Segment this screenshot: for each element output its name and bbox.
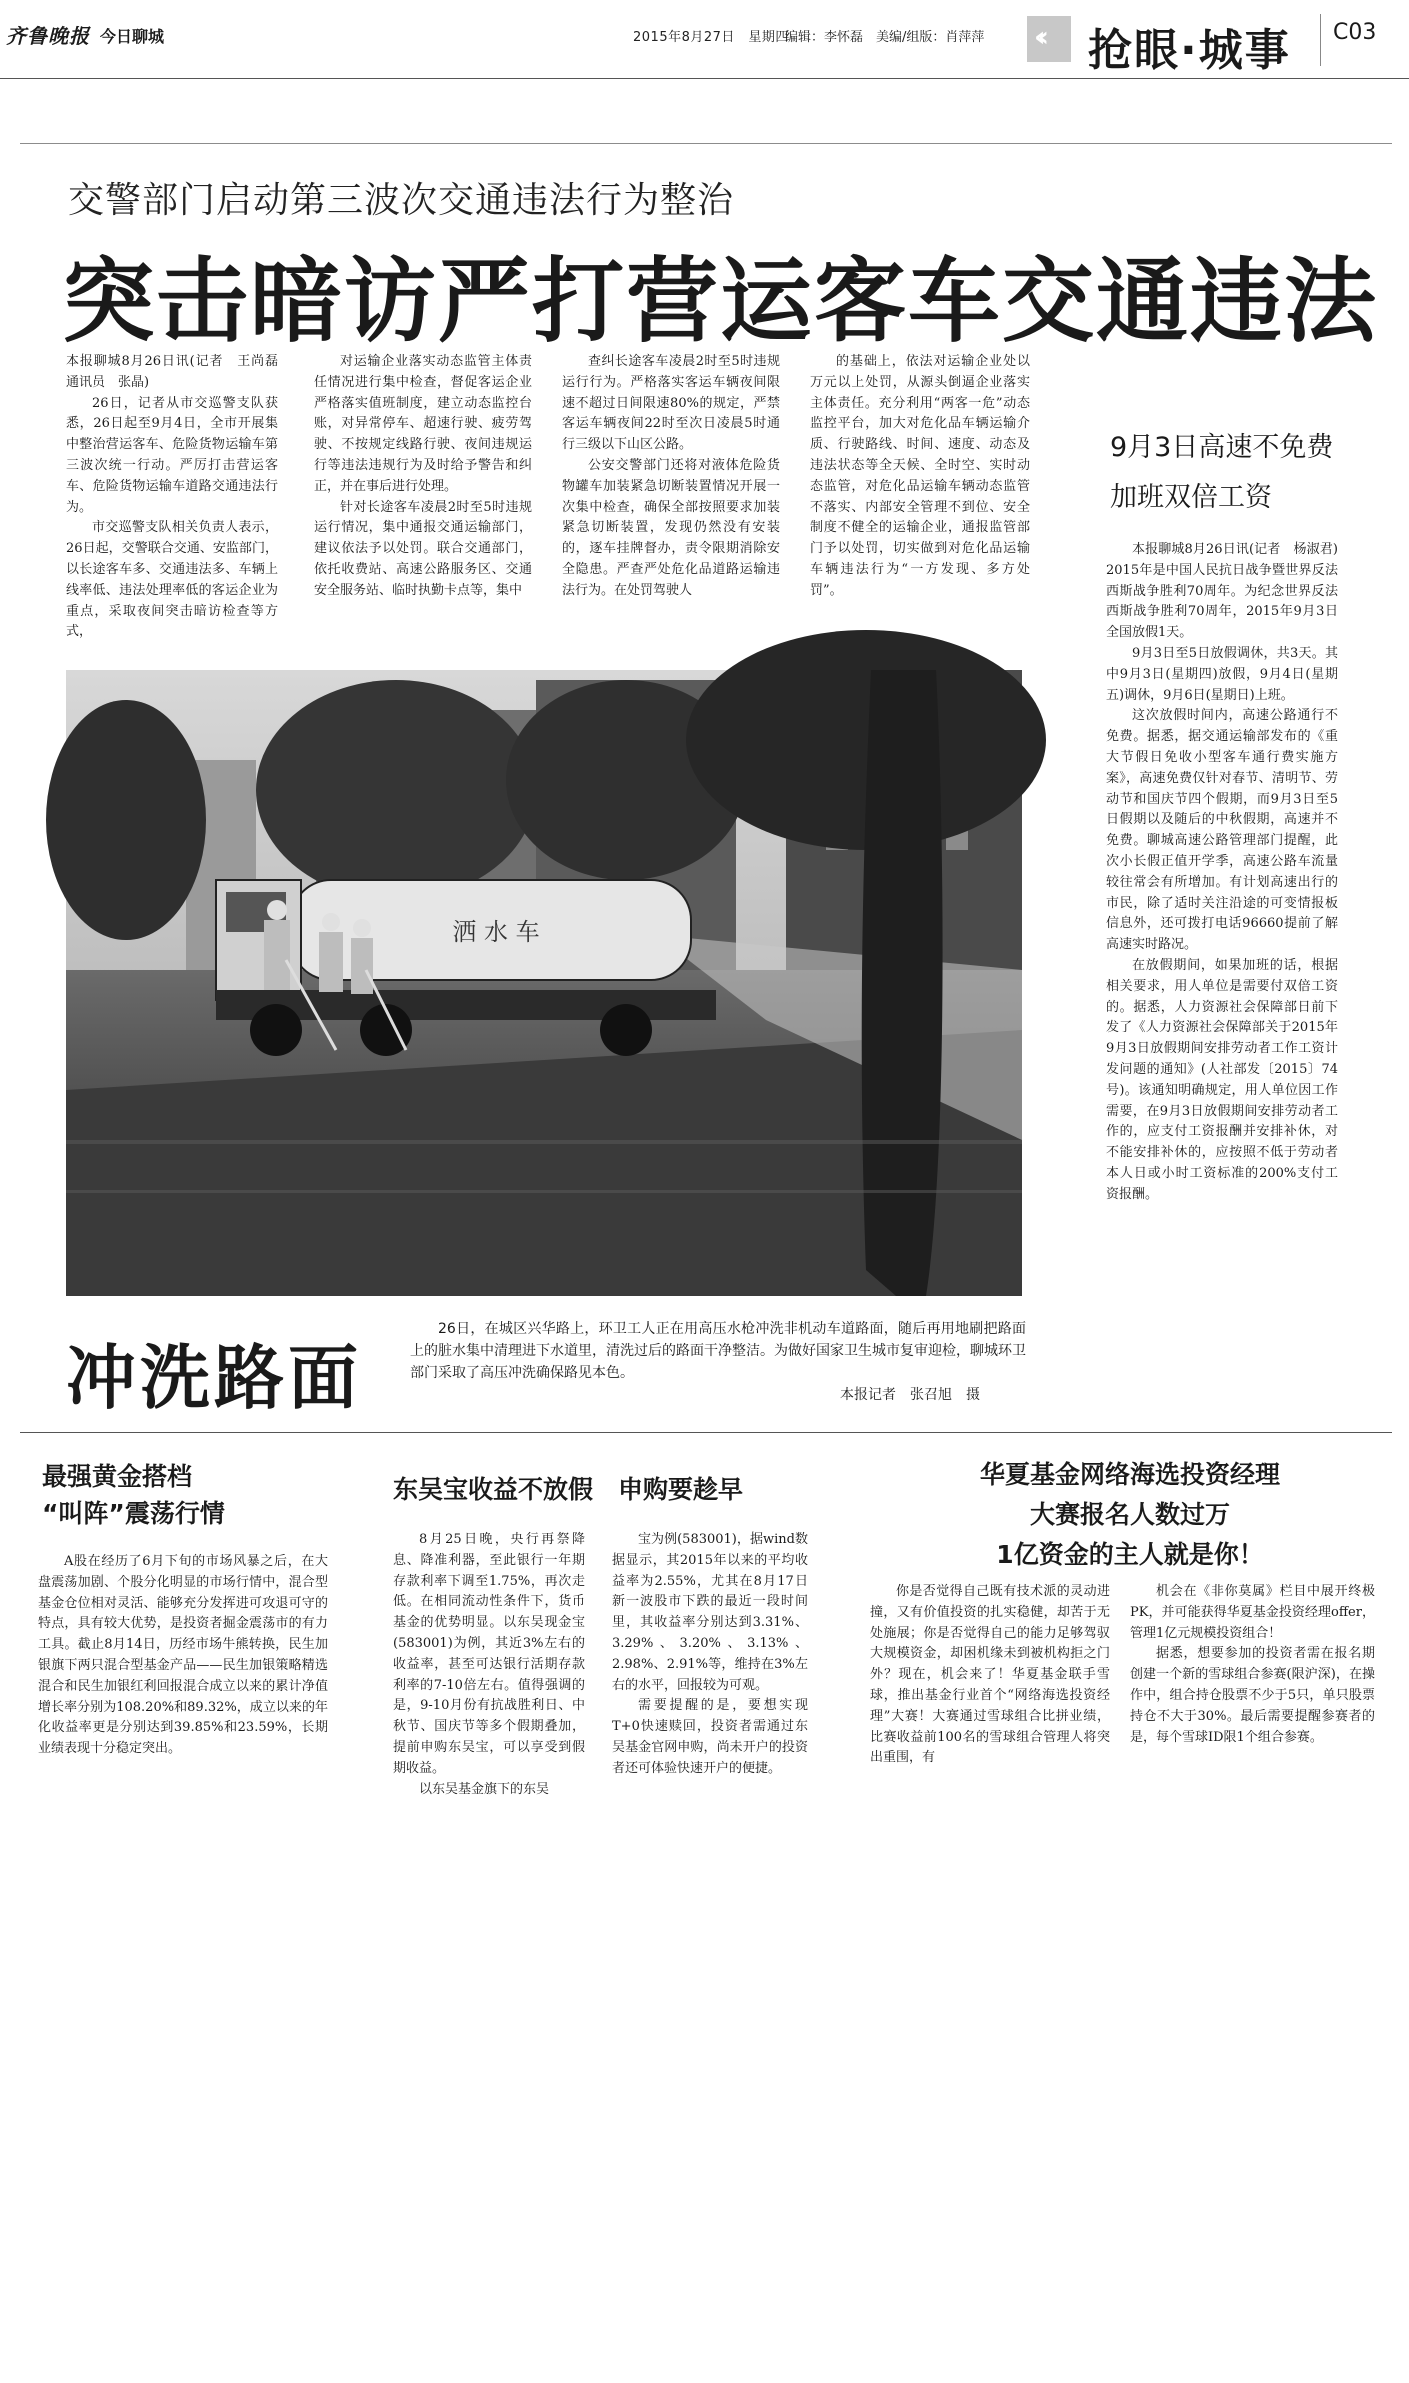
side-paragraph: 本报聊城8月26日讯(记者 杨淑君) 2015年是中国人民抗日战争暨世界反法西斯战争胜利70周年。为纪念世界反法西斯战争胜利70周年，2015年9月3日全国放假1天。 [1106, 542, 1352, 641]
lead-paragraph: 公安交警部门还将对液体危险货物罐车加装紧急切断装置情况开展一次集中检查，确保全部按照要求加装紧急切断装置，发现仍然没有安装的，逐车挂牌督办，责令限期消除安全隐患。严查严处危化品道路运输违法行为。在处罚驾驶人 [562, 457, 780, 598]
lead-paragraph: 对运输企业落实动态监管主体责任情况进行集中检查，督促客运企业严格落实值班制度，建立动态监控台账，对异常停车、超速行驶、疲劳驾驶、不按规定线路行驶、夜间违规运行等违法违规行为及时给予警告和纠正，并在事后进行处理。 [314, 354, 532, 494]
side-article-body [1106, 540, 1352, 1370]
issue-date: 2015年8月27日 星期四 [633, 30, 789, 45]
lead-kicker: 交警部门启动第三波次交通违法行为整治 [68, 180, 735, 221]
bottom-paragraph: A股在经历了6月下旬的市场风暴之后，在大盘震荡加剧、个股分化明显的市场行情中，混合型基金仓位相对灵活、能够充分发挥进可攻退可守的特点，具有较大优势，是投资者掘金震荡市的有力工具。截止8月14日，历经市场牛熊转换，民生加银旗下两只混合型基金产品——民生加银策略精选混合和民生加银红利回报混合成立以来的累计净值增长率分别为108.20%和89.32%，成立以来的年化收益率更是分别达到39.85%和23.59%，长期业绩表现十分稳定突出。 [38, 1554, 328, 1757]
side-paragraph: 在放假期间，如果加班的话，根据相关要求，用人单位是需要付双倍工资的。据悉，人力资源社会保障部日前下发了《人力资源社会保障部关于2015年9月3日放假期间安排劳动者工作工资计发问题的通知》(人社部发〔2015〕74号)。该通知明确规定，用人单位因工作需要，在9月3日放假期间安排劳动者工作的，应支付工资报酬并安排补休，对不能安排补休的，应按照不低于劳动者本人日或小时工资标准的200%支付工资报酬。 [1106, 957, 1338, 1202]
side-paragraph: 9月3日至5日放假调休，共3天。其中9月3日(星期四)放假，9月4日(星期五)调休，9月6日(星期日)上班。 [1106, 645, 1338, 703]
photo-caption [410, 1318, 1026, 1384]
lead-paragraph: 查纠长途客车凌晨2时至5时违规运行行为。严格落实客运车辆夜间限速不超过日间限速80%的规定，严禁客运车辆夜间22时至次日凌晨5时通行三级以下山区公路。 [562, 354, 780, 453]
bottom-paragraph: 你是否觉得自己既有技术派的灵动进撞，又有价值投资的扎实稳健，却苦于无处施展；你是否觉得自己的能力足够驾驭大规模资金，却困机缘未到被机构拒之门外？现在，机会来了！华夏基金联手雪球，推出基金行业首个“网络海选投资经理”大赛！大赛通过雪球组合比拼业绩，比赛收益前100名的雪球组合管理人将突出重围，有 [870, 1584, 1110, 1766]
bottom-paragraph: 据悉，想要参加的投资者需在报名期创建一个新的雪球组合参赛(限沪深)，在操作中，组合持仓股票不少于5只，单只股票持仓不大于30%。最后需要提醒参赛者的是，每个雪球ID限1个组合参赛。 [1130, 1646, 1375, 1745]
bottom-paragraph: 需要提醒的是，要想实现T+0快速赎回，投资者需通过东吴基金官网申购，尚未开户的投资者还可体验快速开户的便捷。 [612, 1698, 808, 1776]
photo-illustration [66, 670, 1022, 1296]
lead-column-3 [562, 352, 780, 652]
bottom-paragraph: 宝为例(583001)，据wind数据显示，其2015年以来的平均收益率为2.55%，尤其在8月17日新一波股市下跌的最近一段时间里，其收益率分别达到3.31%、3.29%、3.20%、3.13%、2.98%、2.91%等，维持在3%左右的水平，回报较为可观。 [612, 1532, 808, 1693]
bottom-paragraph: 机会在《非你莫属》栏目中展开终极PK，并可能获得华夏基金投资经理offer，管理1亿元规模投资组合！ [1130, 1584, 1375, 1641]
lead-column-4 [810, 352, 1030, 652]
photo-credit: 本报记者 张召旭 摄 [840, 1387, 980, 1403]
bottom-article-2-column-1 [393, 1530, 585, 1820]
page-title: 抢眼·城事 [1088, 25, 1291, 76]
side-paragraph: 这次放假时间内，高速公路通行不免费。据悉，据交通运输部发布的《重大节假日免收小型客车通行费实施方案》，高速免费仅针对春节、清明节、劳动节和国庆节四个假期，而9月3日至5日假期以及随后的中秋假期，高速并不免费。聊城高速公路管理部门提醒，此次小长假正值开学季，高速公路车流量较往常会有所增加。有计划高速出行的市民，除了适时关注沿途的可变情报板信息外，还可拨打电话96660提前了解高速实时路况。 [1106, 708, 1338, 953]
page-number: C03 [1333, 20, 1377, 45]
side-headline-2: 加班双倍工资 [1110, 482, 1272, 513]
header-rule [0, 78, 1409, 79]
bottom-article-3-title [870, 1455, 1390, 1575]
page-number-box [1320, 14, 1388, 66]
chevron-left-icon: ‹‹ [1027, 16, 1071, 62]
side-headline-1: 9月3日高速不免费 [1110, 432, 1334, 463]
bottom-paragraph: 以东吴基金旗下的东吴 [419, 1781, 550, 1797]
bottom-article-3-title-3: 1亿资金的主人就是你！ [996, 1540, 1264, 1569]
photo-story-title: 冲洗路面 [66, 1337, 362, 1419]
lead-column-2 [314, 352, 532, 652]
lead-column-1 [66, 352, 292, 652]
bottom-article-3-title-2: 大赛报名人数过万 [1029, 1500, 1230, 1529]
street-washing-photo [66, 670, 1022, 1296]
lead-paragraph: 26日，记者从市交巡警支队获悉，26日起至9月4日，全市开展集中整治营运客车、危险货物运输车第三波次统一行动。严厉打击营运客车、危险货物运输车道路交通违法行为。 [66, 395, 278, 515]
bottom-article-3-title-1: 华夏基金网络海选投资经理 [979, 1460, 1280, 1489]
truck-label: 洒 水 车 [452, 918, 540, 946]
lead-paragraph: 市交巡警支队相关负责人表示，26日起，交警联合交通、安监部门，以长途客车多、交通违法多、车辆上线率低、违法处理率低的客运企业为重点，采取夜间突击暗访检查等方式， [66, 520, 278, 640]
bottom-section-rule [20, 1432, 1392, 1433]
photo-caption-text: 26日，在城区兴华路上，环卫工人正在用高压水枪冲洗非机动车道路面，随后再用地刷把路面上的脏水集中清理进下水道里，清洗过后的路面干净整洁。为做好国家卫生城市复审迎检，聊城环卫部门采取了高压冲洗确保路见本色。 [410, 1321, 1026, 1381]
bottom-paragraph: 8月25日晚，央行再祭降息、降准利器，至此银行一年期存款利率下调至1.75%，再次走低。在相同流动性条件下，货币基金的优势明显。以东吴现金宝(583001)为例，其近3%左右的收益率，甚至可达银行活期存款利率的7-10倍左右。值得强调的是，9-10月份有抗战胜利日、中秋节、国庆节等多个假期叠加，提前申购东吴宝，可以享受到假期收益。 [393, 1532, 585, 1776]
bottom-article-3-column-1 [870, 1582, 1110, 1822]
lead-paragraph: 针对长途客车凌晨2时至5时违规运行情况，集中通报交通运输部门，建议依法予以处罚。联合交通部门，依托收费站、高速公路服务区、交通安全服务站、临时执勤卡点等，集中 [314, 499, 532, 598]
bottom-article-2-title: 东吴宝收益不放假 申购要趁早 [393, 1475, 744, 1504]
bottom-article-1-title-2: “叫阵”震荡行情 [42, 1499, 225, 1528]
masthead-logo: 齐鲁晚报 [6, 24, 90, 48]
top-rule [20, 143, 1392, 144]
bottom-article-1-body [38, 1552, 328, 1812]
bottom-article-1-title-1: 最强黄金搭档 [42, 1462, 193, 1491]
lead-headline: 突击暗访严打营运客车交通违法 [62, 248, 1379, 355]
lead-byline: 本报聊城8月26日讯(记者 王尚磊 通讯员 张晶) [66, 354, 292, 390]
editor-credits: 编辑：李怀磊 美编/组版：肖萍萍 [785, 30, 985, 45]
lead-paragraph: 的基础上，依法对运输企业处以万元以上处罚，从源头倒逼企业落实主体责任。充分利用“两客一危”动态监控平台，加大对危化品车辆运输介质、行驶路线、时间、速度、动态及违法状态等全天候、全时空、实时动态监管，对危化品运输车辆动态监管不落实、内部安全管理不到位、安全制度不健全的运输企业，通报监管部门予以处罚，切实做到对危化品运输车辆违法行为“一方发现、多方处罚”。 [810, 354, 1030, 598]
bottom-article-2-column-2 [612, 1530, 808, 1820]
bottom-article-3-column-2 [1130, 1582, 1375, 1822]
section-name: 今日聊城 [100, 27, 165, 46]
